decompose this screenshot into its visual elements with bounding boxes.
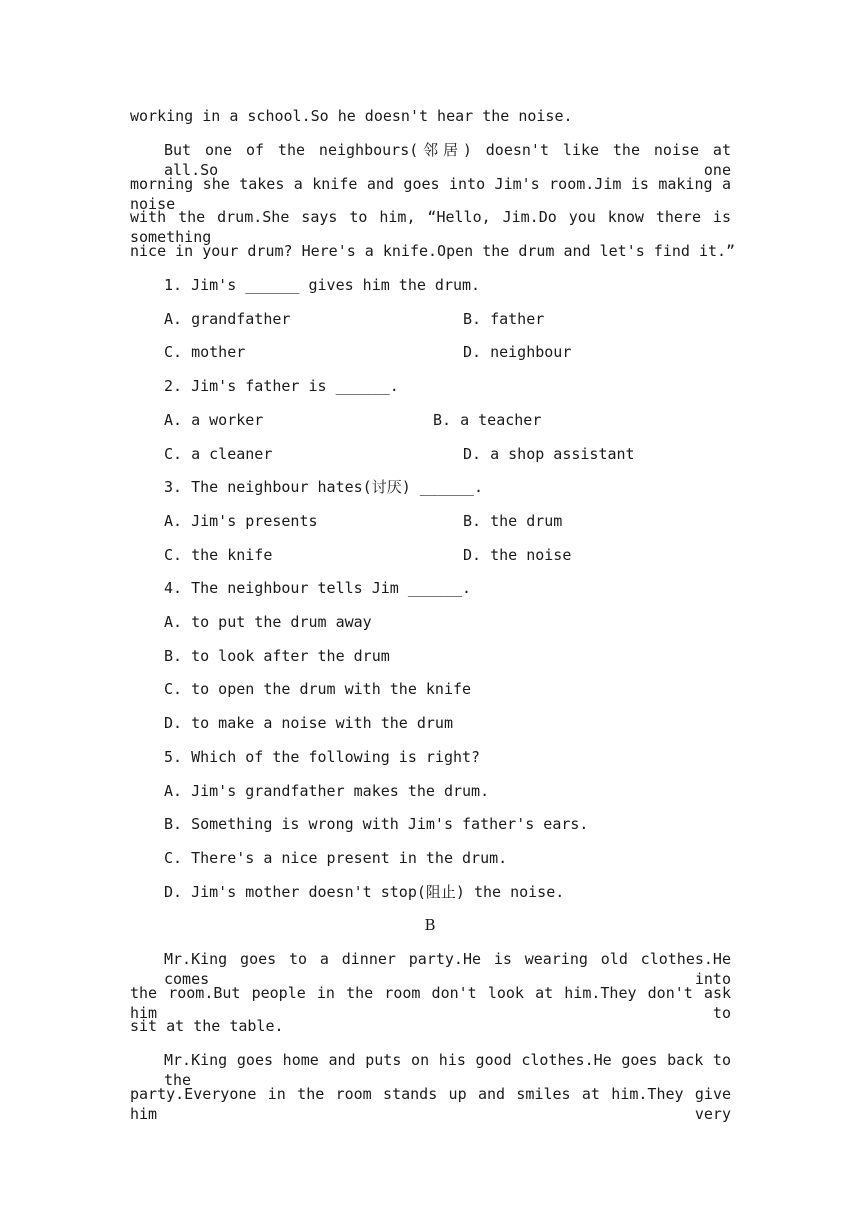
question-2-option-a: A. a worker (164, 411, 264, 429)
question-3-option-d: D. the noise (463, 546, 572, 564)
question-3-option-b: B. the drum (463, 512, 563, 530)
question-3-option-c: C. the knife (164, 546, 273, 564)
question-4-option-a: A. to put the drum away (164, 613, 372, 631)
question-5-stem: 5. Which of the following is right? (164, 748, 481, 766)
question-1-stem: 1. Jim's ______ gives him the drum. (164, 276, 481, 294)
passage-line: working in a school.So he doesn't hear the noise. (130, 107, 573, 125)
passage-paragraph-start: But one of the neighbours(邻居) doesn't like the noise at all.So one (164, 141, 731, 179)
section-b-line: sit at the table. (130, 1017, 284, 1035)
section-b-paragraph-start: Mr.King goes to a dinner party.He is wearing old clothes.He comes into (164, 950, 731, 988)
question-2-option-d: D. a shop assistant (463, 445, 635, 463)
question-4-option-c: C. to open the drum with the knife (164, 680, 472, 698)
question-3-option-a: A. Jim's presents (164, 512, 318, 530)
question-5-option-c: C. There's a nice present in the drum. (164, 849, 508, 867)
section-b-line: party.Everyone in the room stands up and smiles at him.They give him very (130, 1085, 731, 1123)
question-1-option-c: C. mother (164, 343, 246, 361)
passage-line: with the drum.She says to him, “Hello, Jim.Do you know there is something (130, 208, 731, 246)
question-4-option-b: B. to look after the drum (164, 647, 390, 665)
question-4-option-d: D. to make a noise with the drum (164, 714, 453, 732)
question-2-option-b: B. a teacher (433, 411, 542, 429)
question-1-option-d: D. neighbour (463, 343, 572, 361)
section-b-paragraph-start: Mr.King goes home and puts on his good clothes.He goes back to the (164, 1051, 731, 1089)
question-2-option-c: C. a cleaner (164, 445, 273, 463)
question-3-stem: 3. The neighbour hates(讨厌) ______. (164, 478, 483, 496)
section-b-line: the room.But people in the room don't look at him.They don't ask him to (130, 984, 731, 1022)
question-2-stem: 2. Jim's father is ______. (164, 377, 399, 395)
question-5-option-a: A. Jim's grandfather makes the drum. (164, 782, 490, 800)
section-b-heading: B (424, 916, 436, 934)
question-5-option-b: B. Something is wrong with Jim's father's ears. (164, 815, 589, 833)
passage-line: nice in your drum? Here's a knife.Open the drum and let's find it.” (130, 242, 736, 260)
question-1-option-a: A. grandfather (164, 310, 291, 328)
question-1-option-b: B. father (463, 310, 545, 328)
passage-line: morning she takes a knife and goes into Jim's room.Jim is making a noise (130, 175, 731, 213)
question-4-stem: 4. The neighbour tells Jim ______. (164, 579, 472, 597)
question-5-option-d: D. Jim's mother doesn't stop(阻止) the noise. (164, 883, 565, 901)
